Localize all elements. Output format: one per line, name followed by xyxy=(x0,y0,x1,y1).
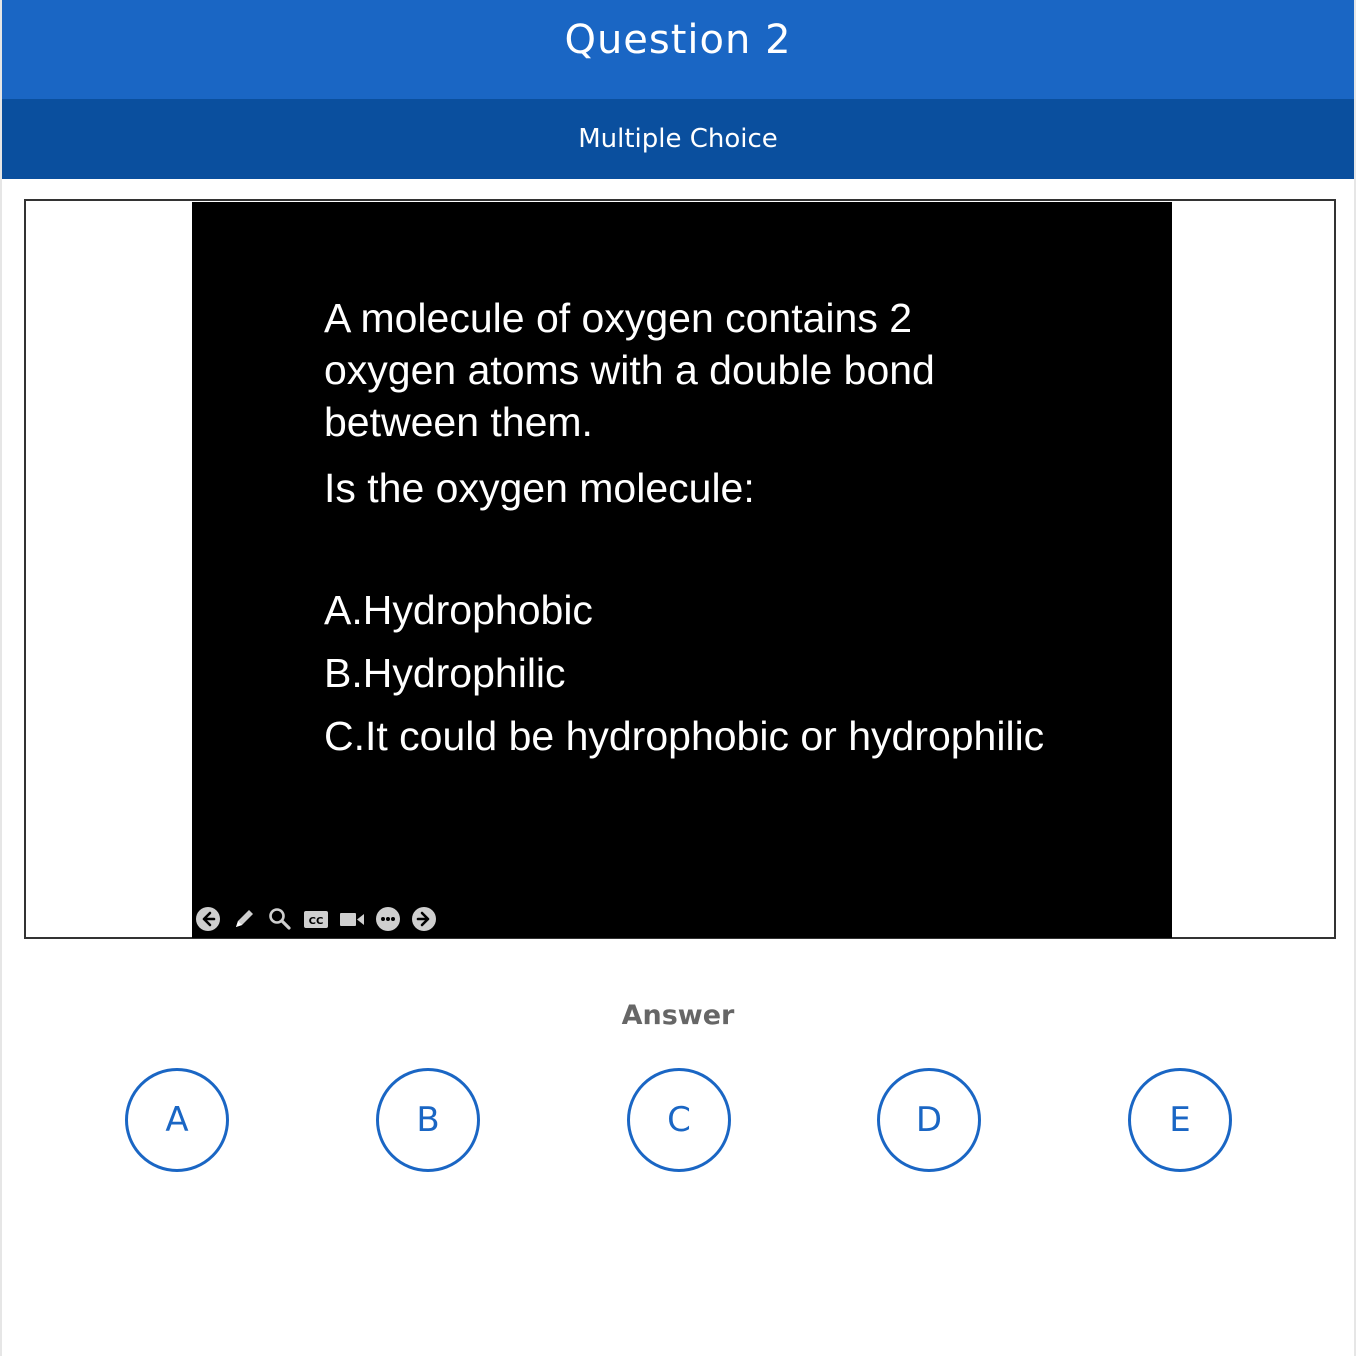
question-stem-line: oxygen atoms with a double bond xyxy=(324,347,935,393)
video-camera-icon[interactable] xyxy=(338,905,366,933)
slide-frame xyxy=(24,199,1336,939)
closed-captions-label: CC xyxy=(308,916,324,927)
question-prompt: Is the oxygen molecule: xyxy=(324,465,755,511)
more-options-icon[interactable] xyxy=(374,905,402,933)
question-stem-line: A molecule of oxygen contains 2 xyxy=(324,295,913,341)
slide-viewer xyxy=(192,202,1172,938)
zoom-icon[interactable] xyxy=(266,905,294,933)
pen-icon[interactable] xyxy=(230,905,258,933)
question-type: Multiple Choice xyxy=(2,99,1354,179)
question-stem xyxy=(324,292,935,448)
question-stem-line: between them. xyxy=(324,399,593,445)
answer-label: Answer xyxy=(621,1000,735,1031)
slide-option-b: B.Hydrophilic xyxy=(324,650,566,696)
answer-choice-b[interactable]: B xyxy=(376,1068,480,1172)
slide-option-c: C.It could be hydrophobic or hydrophilic xyxy=(324,713,1045,759)
answer-choice-e[interactable]: E xyxy=(1128,1068,1232,1172)
answer-choice-c[interactable]: C xyxy=(627,1068,731,1172)
slide-controls xyxy=(194,902,438,936)
answer-choice-d[interactable]: D xyxy=(877,1068,981,1172)
closed-captions-icon[interactable] xyxy=(302,905,330,933)
slide-option-a: A.Hydrophobic xyxy=(324,587,593,633)
previous-slide-icon[interactable] xyxy=(194,905,222,933)
next-slide-icon[interactable] xyxy=(410,905,438,933)
answer-choice-a[interactable]: A xyxy=(125,1068,229,1172)
question-title: Question 2 xyxy=(2,0,1354,99)
